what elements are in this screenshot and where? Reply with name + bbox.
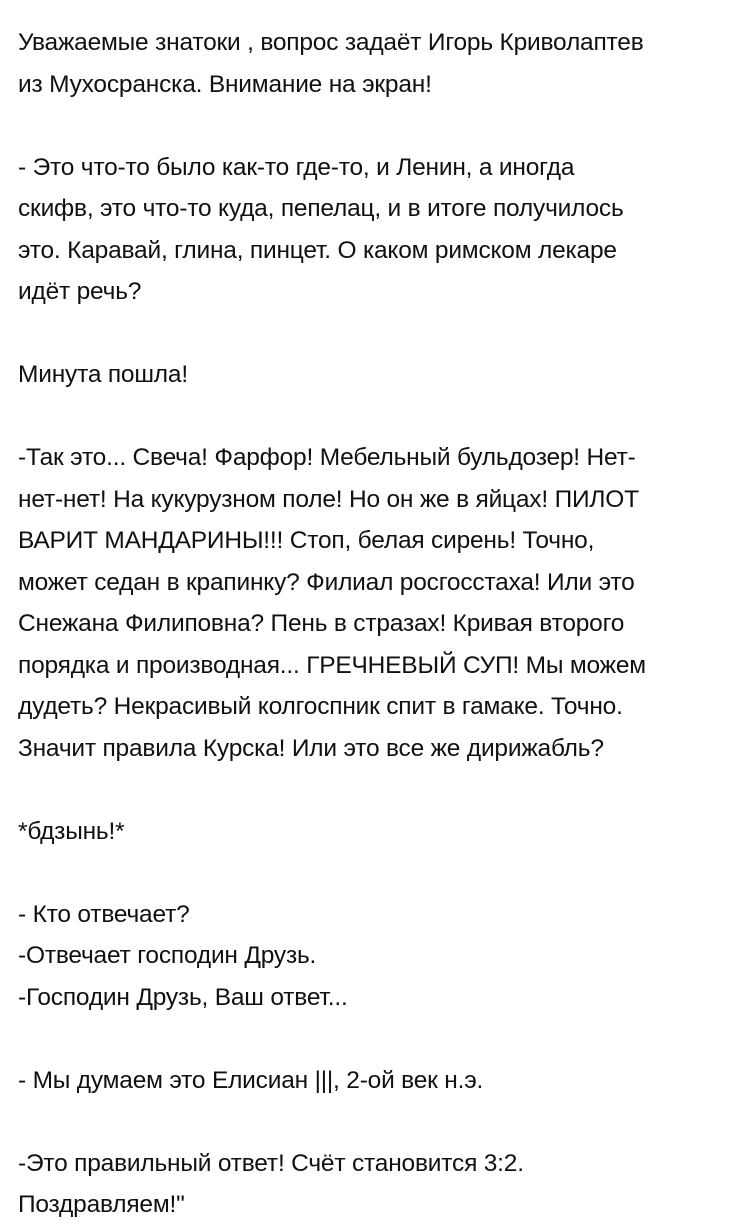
paragraph-gap <box>18 313 718 355</box>
text-line: - Кто отвечает? <box>18 900 190 928</box>
text-line: дудеть? Некрасивый колгоспник спит в гамаке. Точно. <box>18 693 623 720</box>
minute-paragraph <box>18 354 718 396</box>
text-line: это. Каравай, глина, пинцет. О каком римском лекаре <box>18 236 617 264</box>
text-line: Снежана Филиповна? Пень в стразах! Кривая второго <box>18 610 625 637</box>
answer-paragraph <box>18 1060 718 1102</box>
document-text <box>18 22 718 1226</box>
paragraph-gap <box>18 1101 718 1143</box>
text-line: Поздравляем!" <box>18 1191 185 1218</box>
text-line: ВАРИТ МАНДАРИНЫ!!! Стоп, белая сирень! Точно, <box>18 527 595 554</box>
paragraph-gap <box>18 396 718 438</box>
text-line: порядка и производная... ГРЕЧНЕВЫЙ СУП! Мы можем <box>18 651 646 679</box>
discussion-paragraph <box>18 437 718 769</box>
paragraph-gap <box>18 105 718 147</box>
text-line: -Отвечает господин Друзь. <box>18 942 317 969</box>
text-line: - Мы думаем это Елисиан |||, 2-ой век н.э. <box>18 1066 484 1094</box>
text-line: Минута пошла! <box>18 361 188 388</box>
text-line: -Это правильный ответ! Счёт становится 3:2. <box>18 1149 524 1177</box>
who-answers-paragraph <box>18 894 718 1019</box>
gong-paragraph <box>18 811 718 853</box>
text-line: нет-нет! На кукурузном поле! Но он же в яйцах! ПИЛОТ <box>18 485 639 513</box>
text-line: *бдзынь!* <box>18 817 125 845</box>
paragraph-gap <box>18 769 718 811</box>
text-line: скифв, это что-то куда, пепелац, и в итоге получилось <box>18 195 624 222</box>
text-line: Значит правила Курска! Или это все же дирижабль? <box>18 734 604 762</box>
text-line: из Мухосранска. Внимание на экран! <box>18 70 432 98</box>
question-paragraph <box>18 147 718 313</box>
verdict-paragraph <box>18 1143 718 1226</box>
text-line: - Это что-то было как-то где-то, и Ленин, а иногда <box>18 153 575 181</box>
text-line: идёт речь? <box>18 278 142 305</box>
intro-paragraph <box>18 22 718 105</box>
text-line: -Господин Друзь, Ваш ответ... <box>18 983 348 1011</box>
text-line: может седан в крапинку? Филиал росгосстаха! Или это <box>18 568 635 596</box>
text-line: Уважаемые знатоки , вопрос задаёт Игорь Криволаптев <box>18 29 644 56</box>
paragraph-gap <box>18 1018 718 1060</box>
paragraph-gap <box>18 852 718 894</box>
text-line: -Так это... Свеча! Фарфор! Мебельный бульдозер! Нет- <box>18 444 636 471</box>
